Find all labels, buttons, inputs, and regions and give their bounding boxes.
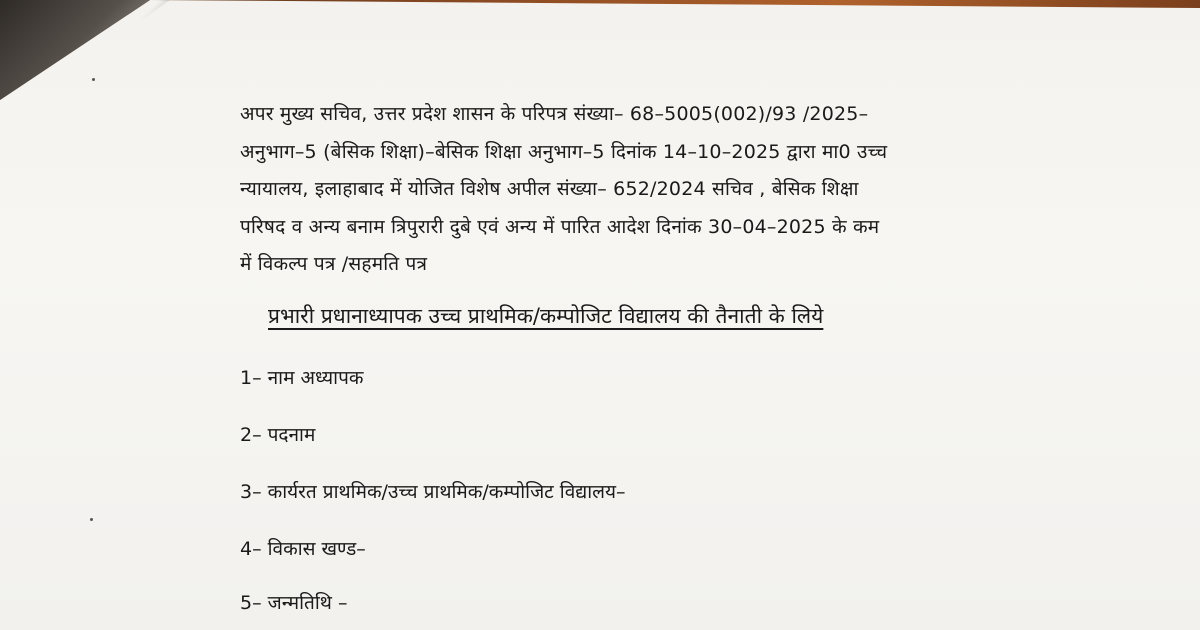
intro-line: परिषद व अन्य बनाम त्रिपुरारी दुबे एवं अन्य में पारित आदेश दिनांक 30–04–2025 के कम	[240, 215, 880, 238]
form-item-teacher-name: 1– नाम अध्यापक	[240, 367, 364, 389]
intro-paragraph	[240, 96, 887, 284]
intro-line: अनुभाग–5 (बेसिक शिक्षा)–बेसिक शिक्षा अनुभाग–5 दिनांक 14–10–2025 द्वारा मा0 उच्च	[240, 140, 888, 163]
form-item-development-block: 4– विकास खण्ड–	[240, 538, 366, 560]
paper-speck	[92, 78, 95, 81]
form-item-designation: 2– पदनाम	[240, 424, 316, 446]
form-heading: प्रभारी प्रधानाध्यापक उच्च प्राथमिक/कम्पोजिट विद्यालय की तैनाती के लिये	[268, 304, 824, 328]
intro-line: न्यायालय, इलाहाबाद में योजित विशेष अपील संख्या– 652/2024 सचिव , बेसिक शिक्षा	[240, 178, 859, 200]
form-item-date-of-birth: 5– जन्मतिथि –	[240, 592, 348, 614]
intro-line: में विकल्प पत्र /सहमति पत्र	[240, 253, 428, 275]
paper-speck	[90, 518, 93, 521]
form-item-current-school: 3– कार्यरत प्राथमिक/उच्च प्राथमिक/कम्पोजिट विद्यालय–	[240, 481, 626, 503]
intro-line: अपर मुख्य सचिव, उत्तर प्रदेश शासन के परिपत्र संख्या– 68–5005(002)/93 /2025–	[240, 103, 869, 125]
